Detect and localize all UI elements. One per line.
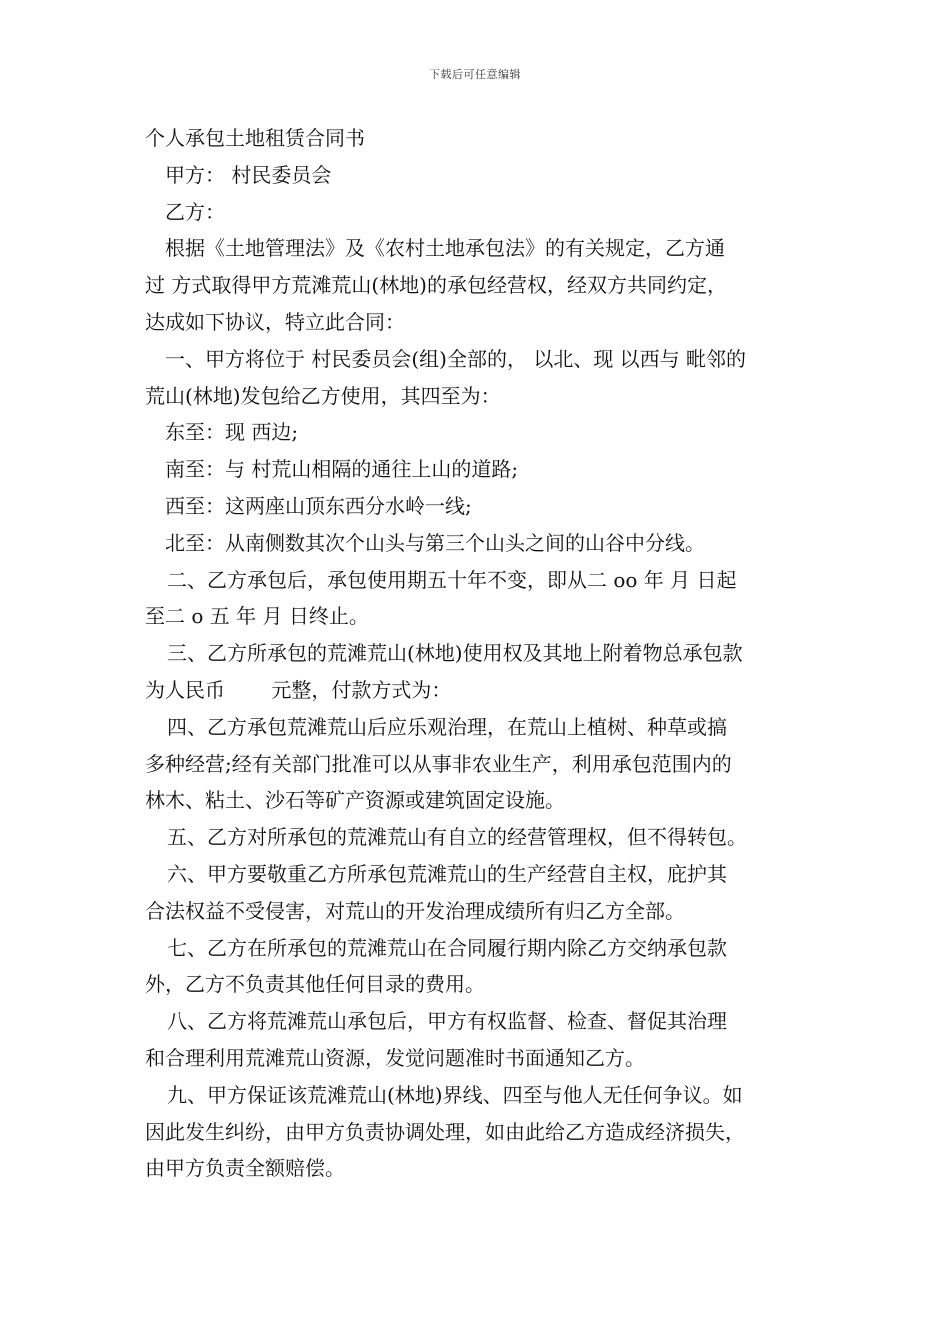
paragraph-line: 达成如下协议，特立此合同： (145, 309, 405, 334)
boundary-north-line: 北至：从南侧数其次个山头与第三个山头之间的山谷中分线。 (165, 530, 705, 555)
clause-9-line: 由甲方负责全额赔偿。 (145, 1156, 345, 1181)
clause-8-line: 八、乙方将荒滩荒山承包后，甲方有权监督、检查、督促其治理 (167, 1009, 727, 1034)
clause-5-line: 五、乙方对所承包的荒滩荒山有自立的经营管理权，但不得转包。 (167, 825, 747, 850)
clause-8-line: 和合理利用荒滩荒山资源，发觉问题准时书面通知乙方。 (145, 1045, 645, 1070)
clause-7-line: 外，乙方不负责其他任何目录的费用。 (145, 972, 485, 997)
clause-6-line: 合法权益不受侵害，对荒山的开发治理成绩所有归乙方全部。 (145, 898, 685, 923)
boundary-south-line: 南至：与 村荒山相隔的通往上山的道路; (165, 457, 519, 482)
clause-1-line: 一、甲方将位于 村民委员会(组)全部的， 以北、现 以西与 毗邻的 (165, 346, 747, 371)
header-note: 下载后可任意编辑 (429, 68, 521, 81)
clause-4-line: 四、乙方承包荒滩荒山后应乐观治理，在荒山上植树、种草或搞 (167, 714, 727, 739)
clause-2-line: 至二 o 五 年 月 日终止。 (145, 604, 369, 629)
party-a-line: 甲方： 村民委员会 (165, 162, 332, 187)
document-title: 个人承包土地租赁合同书 (145, 126, 365, 150)
paragraph-line: 过 方式取得甲方荒滩荒山(林地)的承包经营权，经双方共同约定， (145, 273, 727, 298)
clause-9-line: 因此发生纠纷，由甲方负责协调处理，如由此给乙方造成经济损失， (145, 1119, 745, 1144)
clause-7-line: 七、乙方在所承包的荒滩荒山在合同履行期内除乙方交纳承包款 (167, 935, 727, 960)
boundary-east-line: 东至：现 西边; (165, 420, 299, 445)
clause-3-line: 三、乙方所承包的荒滩荒山(林地)使用权及其地上附着物总承包款 (167, 641, 743, 666)
clause-4-line: 多种经营;经有关部门批准可以从事非农业生产，利用承包范围内的 (145, 751, 732, 776)
party-b-line: 乙方： (165, 199, 225, 224)
clause-1-line: 荒山(林地)发包给乙方使用，其四至为： (145, 383, 501, 408)
boundary-west-line: 西至：这两座山顶东西分水岭一线; (165, 493, 472, 518)
clause-4-line: 林木、粘土、沙石等矿产资源或建筑固定设施。 (145, 788, 565, 813)
clause-3-line: 为人民币 元整，付款方式为： (145, 677, 452, 702)
document-body (145, 120, 815, 1187)
paragraph-line: 根据《土地管理法》及《农村土地承包法》的有关规定，乙方通 (165, 236, 725, 261)
clause-2-line: 二、乙方承包后，承包使用期五十年不变，即从二 oo 年 月 日起 (167, 567, 737, 592)
clause-6-line: 六、甲方要敬重乙方所承包荒滩荒山的生产经营自主权，庇护其 (167, 861, 727, 886)
clause-9-line: 九、甲方保证该荒滩荒山(林地)界线、四至与他人无任何争议。如 (167, 1082, 743, 1107)
